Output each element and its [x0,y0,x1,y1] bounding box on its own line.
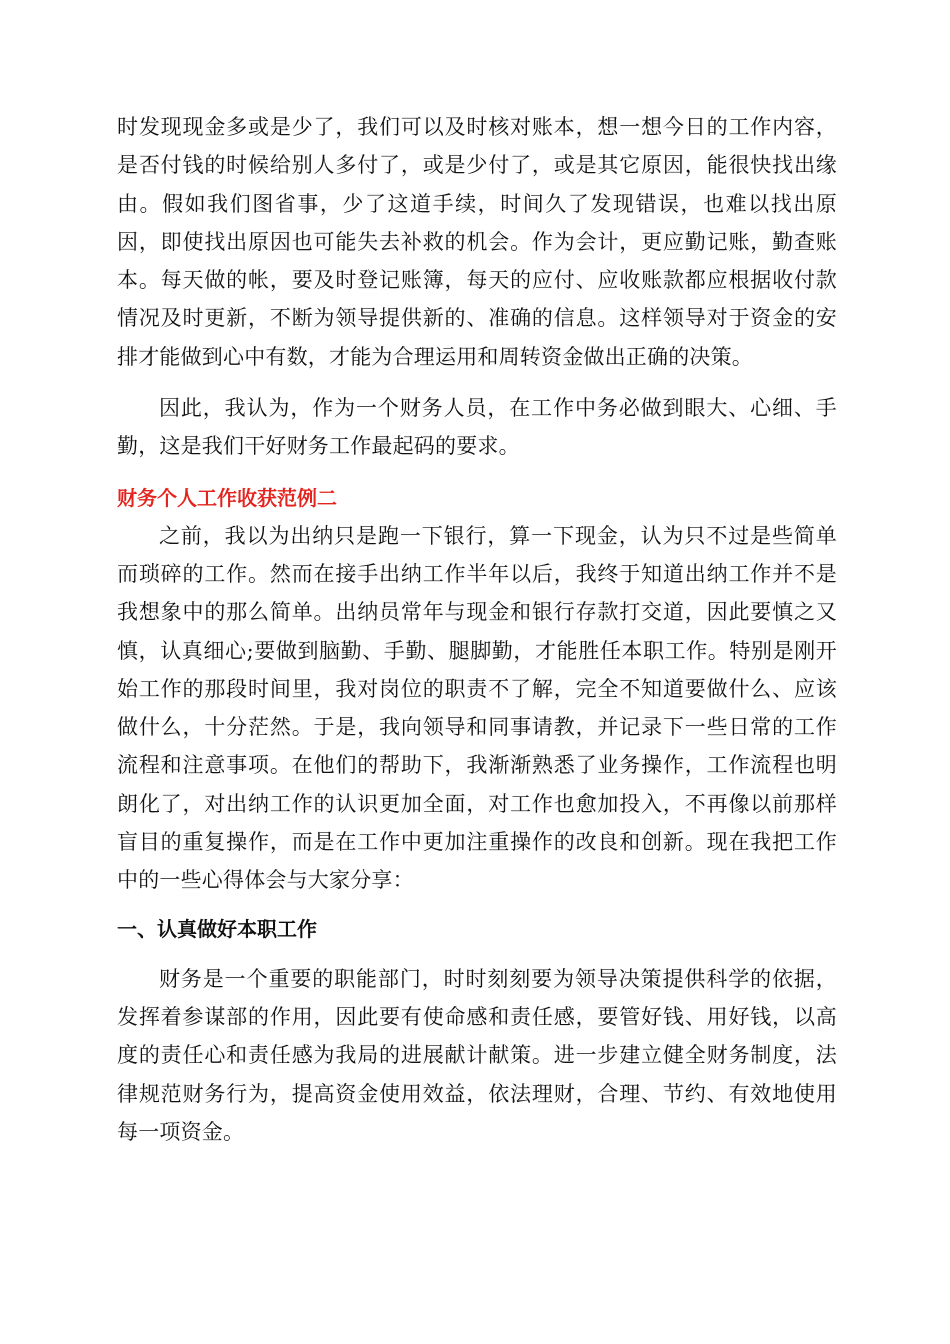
document-page [117,108,837,1151]
subheading-duty: 一、认真做好本职工作 [117,916,317,941]
paragraph-intro: 之前，我以为出纳只是跑一下银行，算一下现金，认为只不过是些简单而琐碎的工作。然而在接手出纳工作半年以后，我终于知道出纳工作并不是我想象中的那么简单。出纳员常年与现金和银行存款打交道，因此要慎之又慎，认真细心;要做到脑勤、手勤、腿脚勤，才能胜任本职工作。特别是刚开始工作的那段时间里，我对岗位的职责不了解，完全不知道要做什么、应该做什么，十分茫然。于是，我向领导和同事请教，并记录下一些日常的工作流程和注意事项。在他们的帮助下，我渐渐熟悉了业务操作，工作流程也明朗化了，对出纳工作的认识更加全面，对工作也愈加投入，不再像以前那样盲目的重复操作，而是在工作中更加注重操作的改良和创新。现在我把工作中的一些心得体会与大家分享： [117,523,837,893]
section-heading-example-two: 财务个人工作收获范例二 [117,485,337,510]
paragraph-duty: 财务是一个重要的职能部门，时时刻刻要为领导决策提供科学的依据，发挥着参谋部的作用，因此要有使命感和责任感，要管好钱、用好钱，以高度的责任心和责任感为我局的进展献计献策。进一步建立健全财务制度，法律规范财务行为，提高资金使用效益，依法理财，合理、节约、有效地使用每一项资金。 [117,966,837,1144]
paragraph-conclusion: 因此，我认为，作为一个财务人员，在工作中务必做到眼大、心细、手勤，这是我们干好财务工作最起码的要求。 [117,396,837,459]
paragraph-continued: 时发现现金多或是少了，我们可以及时核对账本，想一想今日的工作内容，是否付钱的时候给别人多付了，或是少付了，或是其它原因，能很快找出缘由。假如我们图省事，少了这道手续，时间久了发现错误，也难以找出原因，即使找出原因也可能失去补救的机会。作为会计，更应勤记账，勤查账本。每天做的帐，要及时登记账簿，每天的应付、应收账款都应根据收付款情况及时更新，不断为领导提供新的、准确的信息。这样领导对于资金的安排才能做到心中有数，才能为合理运用和周转资金做出正确的决策。 [117,115,837,369]
